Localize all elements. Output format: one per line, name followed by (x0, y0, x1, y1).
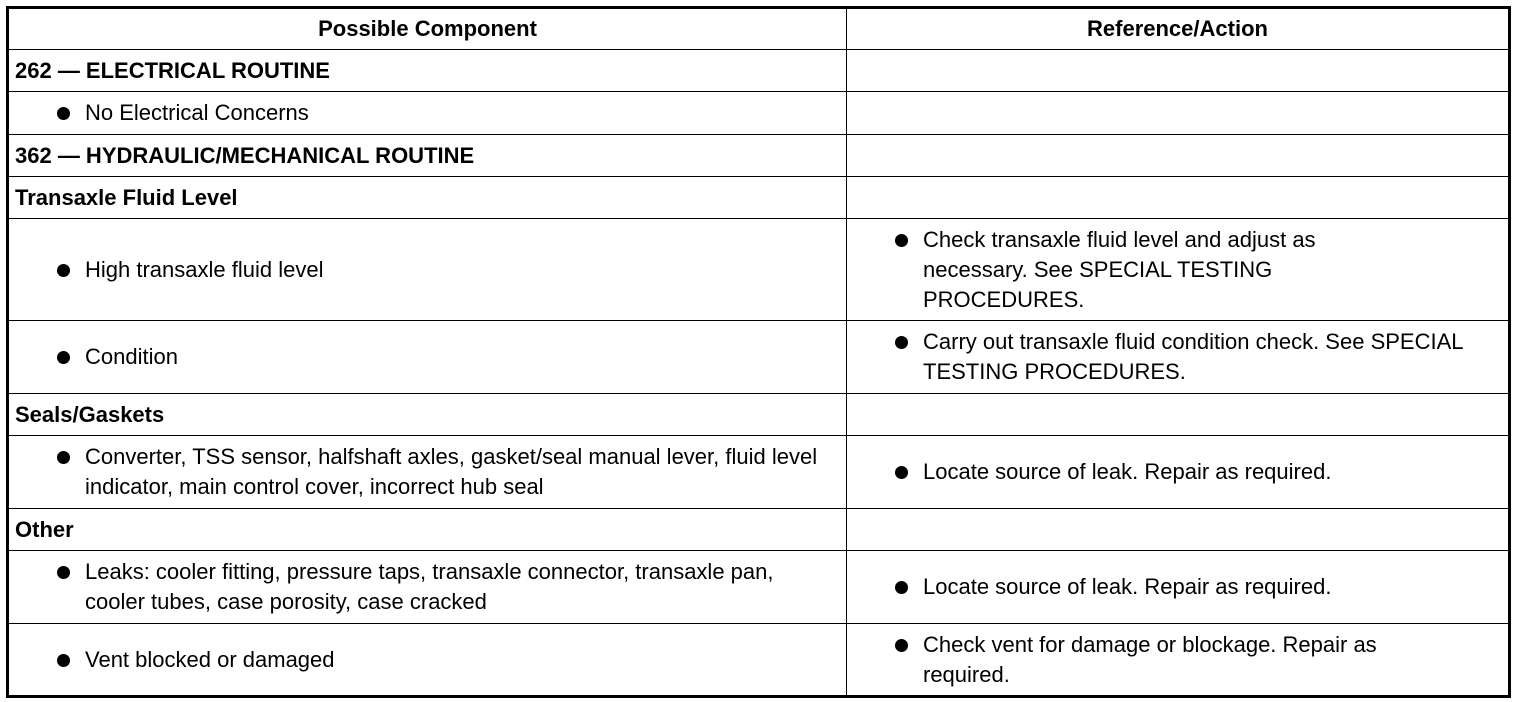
bullet-icon (895, 466, 908, 479)
bullet-icon (895, 581, 908, 594)
header-reference-action: Reference/Action (847, 8, 1510, 50)
section-label: 362 — HYDRAULIC/MECHANICAL ROUTINE (8, 135, 847, 177)
empty-cell (847, 394, 1510, 436)
table-header-row (8, 8, 1510, 50)
section-row (8, 50, 1510, 92)
action-text: Check vent for damage or blockage. Repair as required. (923, 631, 1377, 687)
bullet-icon (895, 639, 908, 652)
empty-cell (847, 92, 1510, 135)
table-row (8, 219, 1510, 321)
section-row (8, 509, 1510, 551)
table-row (8, 92, 1510, 135)
table-row (8, 436, 1510, 509)
component-text: High transaxle fluid level (85, 256, 324, 282)
empty-cell (847, 177, 1510, 219)
action-text: Locate source of leak. Repair as required. (923, 459, 1332, 484)
diagnostic-table (6, 6, 1511, 698)
section-row (8, 394, 1510, 436)
action-text: Carry out transaxle fluid condition check. See SPECIAL TESTING PROCEDURES. (923, 329, 1463, 384)
section-row (8, 177, 1510, 219)
section-label: 262 — ELECTRICAL ROUTINE (8, 50, 847, 92)
empty-cell (847, 509, 1510, 551)
bullet-icon (57, 566, 70, 579)
component-text: Vent blocked or damaged (85, 646, 335, 672)
section-label: Seals/Gaskets (8, 394, 847, 436)
bullet-icon (57, 264, 70, 277)
section-label: Transaxle Fluid Level (8, 177, 847, 219)
component-text: Converter, TSS sensor, halfshaft axles, gasket/seal manual lever, fluid level indicator, main control cover, incorrect hub seal (85, 444, 818, 499)
header-possible-component: Possible Component (8, 8, 847, 50)
action-text: Locate source of leak. Repair as required. (923, 574, 1332, 599)
action-text: Check transaxle fluid level and adjust as necessary. See SPECIAL TESTING PROCEDURES. (923, 226, 1316, 312)
bullet-icon (57, 107, 70, 120)
bullet-icon (895, 336, 908, 349)
empty-cell (847, 135, 1510, 177)
table-row (8, 321, 1510, 394)
table-row (8, 624, 1510, 697)
bullet-icon (57, 451, 70, 464)
component-text: Leaks: cooler fitting, pressure taps, transaxle connector, transaxle pan, cooler tubes, case porosity, case cracked (85, 559, 774, 614)
section-row (8, 135, 1510, 177)
component-text: No Electrical Concerns (85, 100, 309, 125)
empty-cell (847, 50, 1510, 92)
bullet-icon (895, 234, 908, 247)
bullet-icon (57, 351, 70, 364)
section-label: Other (8, 509, 847, 551)
table-row (8, 551, 1510, 624)
bullet-icon (57, 654, 70, 667)
component-text: Condition (85, 344, 178, 369)
